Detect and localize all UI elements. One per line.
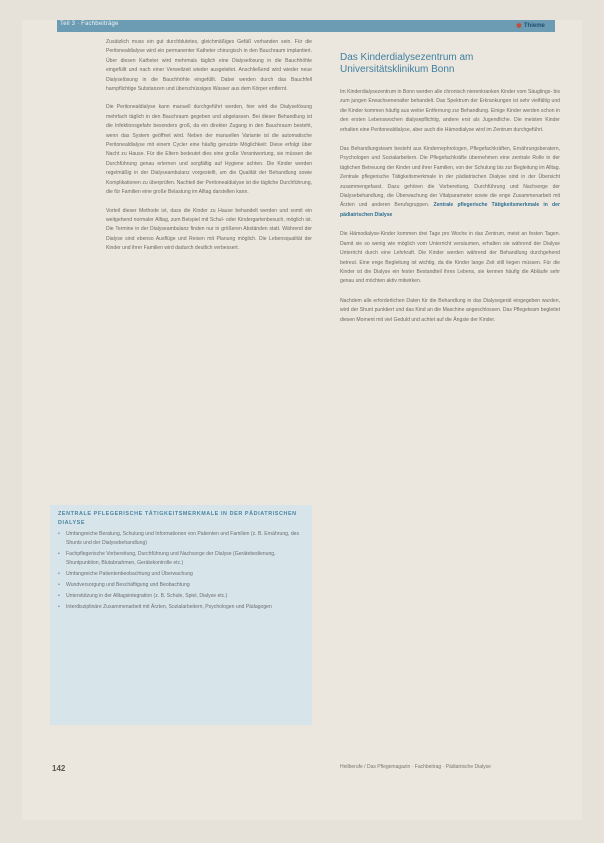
bullet-icon: •	[58, 604, 60, 610]
highlight-reference[interactable]: Zentrale pflegerische Tätigkeitsmerkmale in der pädiatrischen Dialyse	[340, 202, 560, 218]
right-paragraph: Nachdem alle erforderlichen Daten für die Behandlung in das Dialysegerät eingegeben wurden, wird der Shunt punktiert und das Kind an die Maschine angeschlossen. Das Pflegeteam begleitet diesen Moment mit viel Geduld und achtet auf die Ängste der Kinder.	[340, 297, 560, 323]
bullet-icon: •	[58, 593, 60, 599]
left-paragraph: Die Peritonealdialyse kann manuell durchgeführt werden, hier wird die Dialyselösung mehrfach täglich in den Bauchraum gegeben und abgelassen. Bei dieser Behandlung ist die Infektionsgefahr besonders groß, da ein direkter Zugang in den Bauchraum besteht, wenn das System geöffnet wird. Neben der manuellen Variante ist die automatische Peritonealdialyse mit einem Cycler eine häufig genutzte Möglichkeit: Diese erfolgt über Nacht zu Hause. Für die Eltern bedeutet dies eine große Verantwortung, sie müssen die Durchführung genau erlernen und sorgfältig auf Hygiene achten. Die Kinder werden regelmäßig in der Dialyseambulanz vorgestellt, um die Qualität der Behandlung sowie Komplikationen zu überprüfen. Nachteil der Peritonealdialyse ist die tägliche Durchführung, die für Familien eine große Belastung im Alltag darstellen kann.	[106, 104, 312, 196]
right-column	[340, 88, 560, 325]
info-box-list	[58, 530, 306, 614]
right-paragraph	[340, 145, 560, 220]
list-item-text: Fachpflegerische Vorbereitung, Durchführung und Nachsorge der Dialyse (Gerätebedienung, Shuntpunktion, Blutabnahmen, Gerätekontrolle etc.)	[66, 551, 276, 566]
right-paragraph: Im Kinderdialysezentrum in Bonn werden alle chronisch nierenkranken Kinder vom Säuglings- bis zum jungen Erwachsenenalter behandelt. Das Spektrum der Erkrankungen ist sehr vielfältig und die Kinder kommen häufig aus weiter Entfernung zur Behandlung. Einige Kinder werden schon in den ersten Lebenswochen dialysepflichtig, andere erst als Jugendliche. Die meisten Kinder erhalten eine Peritonealdialyse, aber auch die Hämodialyse wird im Zentrum durchgeführt.	[340, 89, 560, 133]
footer-citation: Heilberufe / Das Pflegemagazin · Fachbeitrag · Pädiatrische Dialyse	[340, 764, 491, 770]
list-item-text: Umfangreiche Beratung, Schulung und Informationen von Patienten und Familien (z. B. Ernährung, des Shunts und der Dialysebehandlung)	[66, 531, 300, 546]
publisher-logo	[516, 20, 545, 32]
right-paragraph: Die Hämodialyse-Kinder kommen drei Tage pro Woche in das Zentrum, meist an festen Tagen. Damit sie so wenig wie möglich vom Unterricht versäumen, erhalten sie während der Dialyse Unterricht durch eine Lehrkraft. Die Kinder werden während der Behandlung durchgehend betreut. Eine enge Begleitung ist wichtig, da die Kinder lange Zeit still liegen müssen. Für die Kinder ist die Dialyse ein fester Bestandteil ihres Lebens, sie kennen häufig die Abläufe sehr genau und möchten aktiv mitwirken.	[340, 231, 560, 285]
section-title: Das Kinderdialysezentrum am Universitätsklinikum Bonn	[340, 52, 474, 75]
list-item-text: Umfangreiche Patientenbeobachtung und Überwachung	[66, 571, 193, 577]
bullet-icon: •	[58, 551, 60, 557]
bullet-icon: •	[58, 531, 60, 537]
list-item	[58, 570, 306, 579]
list-item	[58, 581, 306, 590]
info-box-title: ZENTRALE PFLEGERISCHE TÄTIGKEITSMERKMALE IN DER PÄDIATRISCHEN DIALYSE	[58, 511, 297, 526]
list-item	[58, 592, 306, 601]
list-item-text: Unterstützung in der Alltagsintegration (z. B. Schule, Spiel, Dialyse etc.)	[66, 593, 228, 599]
list-item-text: Interdisziplinäre Zusammenarbeit mit Ärzten, Sozialarbeitern, Psychologen und Pädagogen	[66, 604, 272, 610]
logo-text: Thieme	[523, 23, 545, 29]
list-item-text: Wundversorgung und Beschäftigung und Beobachtung	[66, 582, 190, 588]
header-bar	[57, 20, 555, 32]
bullet-icon: •	[58, 582, 60, 588]
right-paragraph-text: Das Behandlungsteam besteht aus Kindernephrologen, Pflegefachkräften, Ernährungsberatern, Psychologen und Sozialarbeitern. Die Pflegefachkräfte übernehmen eine zentrale Rolle in der täglichen Betreuung der Kinder und ihrer Familien, von der Schulung bis zur Begleitung im Alltag. Zentrale pflegerische Tätigkeitsmerkmale in der pädiatrischen Dialyse sind in der Übersicht zusammengefasst. Dazu gehören die Vorbereitung, Durchführung und Nachsorge der Dialysebehandlung, die Überwachung der Vitalparameter sowie die enge Zusammenarbeit mit Ärzten und anderen Berufsgruppen.	[340, 146, 560, 209]
page-number: 142	[52, 764, 66, 773]
list-item	[58, 550, 306, 568]
left-column	[106, 38, 312, 254]
bullet-icon: •	[58, 571, 60, 577]
section-label: Teil 3 · Fachbeiträge	[60, 21, 119, 27]
left-paragraph: Vorteil dieser Methode ist, dass die Kinder zu Hause behandelt werden und somit ein weitgehend normaler Alltag, zum Beispiel mit Schul- oder Kindergartenbesuch, möglich ist. Die Termine in der Dialyseambulanz finden nur in größeren Abständen statt. Während der Dialyse sind ebenso Ausflüge und Reisen mit Planung möglich. Die Lebensqualität der Kinder und ihrer Familien wird dadurch deutlich verbessert.	[106, 207, 312, 252]
left-paragraph: Zusätzlich muss ein gut durchblutetes, gleichmäßiges Gefäß vorhanden sein. Für die Peritonealdialyse wird ein permanenter Katheter chirurgisch in den Bauchraum implantiert. Über diesen Katheter wird mehrmals täglich eine Dialyselösung in die Bauchhöhle eingefüllt und nach einer Verweilzeit wieder ausgeleitet. Anschließend wird wieder neue Dialyselösung in die Bauchhöhle eingefüllt. Dabei werden durch das Bauchfell harnpflichtige Substanzen und überschüssiges Wasser aus dem Körper entfernt.	[106, 39, 312, 93]
list-item	[58, 603, 306, 612]
list-item	[58, 530, 306, 548]
logo-icon: ✱	[516, 23, 522, 30]
